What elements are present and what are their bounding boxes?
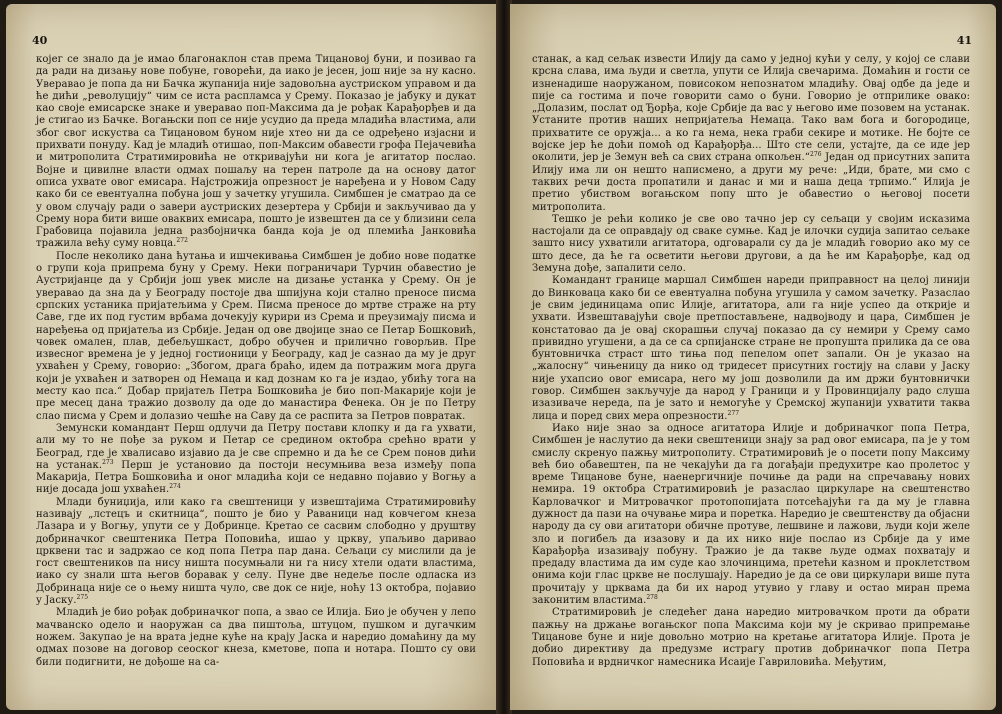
paragraph: станак, а кад сељак извести Илију да само у једној кући у селу, у којој се слави крсна слава, има људи и светла, упути се Илија свечарима. Домаћин и гости се изненадише наоружаном, повисоком непознатом младићу. Овај одбе да једе и пије са гостима и поче говорити само о буни. Говорио је отприлике овако: „Долазим, послат од Ђорђа, које Србије да вас у његово име позовем на устанак. Устаните против наших непријатеља Немаца. Тако вам бога и богородице, прихватите се оружја... а ко га нема, нека граби секире и мотике. Не бојте се војске јер ће доћи помоћ од Карађорђа... Што сте сели, устајте, да се иде јер околити, јер је Земун већ са свих страна опкољен.“$^{276}$ Један од присутних запита Илију има ли он нешто написмено, а други му рече: „Иди, брате, ми смо с таквих речи доста пропатили и данас и ми и наша деца трпимо.“ Илија је претио убиством вогањском попу што је обавестио о његовој посети митрополита. [532, 54, 971, 213]
paragraph: Земунски командант Перш одлучи да Петру постави клопку и да га ухвати, али му то не пође за руком и Петар се средином октобра срећно врати у Београд, где је хвалисаво изјавио да је све спремно и да ће се Срем понов дићи на устанак.$^{273}$ Перш је установио да постоји несумњива веза између попа Макарија, Петра Бошковића и оног младића који се недавно појавио у Вогњу а није досада још ухваћен.$^{274}$ [36, 422, 476, 496]
right-page-text [532, 54, 970, 669]
paragraph: Младић је био рођак добриначког попа, а звао се Илија. Био је обучен у лепо мачванско одело и наоружан са два пиштоља, штуцом, пушком и дугачким ножем. Закупао је на врата једне куће на крају Јаска и наредио домаћину да му одмах позове на договор сеоског кнеза, кметове, попа и нотара. Пошто су ови били подигнити, не дођоше на са- [36, 607, 476, 668]
footnote-ref: 272 [176, 237, 188, 245]
page-number-left: 40 [32, 34, 48, 47]
footnote-ref: 273 [102, 458, 114, 466]
footnote-ref: 278 [646, 594, 658, 602]
paragraph: Командант границе маршал Симбшен нареди приправност на целој линији до Винковаца како би се евентуална побуна угушила у самом зачетку. Разаслао је свим јединицама опис Илије, агитатора, али га није успео да открије и ухвати. Извештавајући своје претпостављене, надвојводу и цара, Симбшен је констатовао да је овај скорашњи случај показао да су немири у Срему само привидно угушени, а да се са српијанске стране не пропушта прилика да се ова бунтовничка страст што тиња под пепелом опет запали. Он је указао на „жалосну“ чињеницу да нико од тридесет присутних гостију на слави у Јаску није ухапсио овог емисара, него му још дозволили да им држи бунтовнички говор. Симбшен закључује да народ у Граници и у Провинцијалу радо слуша изазиваче нереда, па је зато и немогуће у Сремској жупанији ухватити таква лица и поред свих мера опрезности.$^{277}$ [532, 275, 970, 422]
footnote-ref: 276 [810, 151, 822, 159]
paragraph: Млади буниџија, или како га свештеници у извештајима Стратимировићу називају „лстецъ и скитница“, пошто је био у Раваници над ковчегом кнеза Лазара и у Вогњу, упути се у Добринце. Кретао се сасвим слободно у друштву добриначког свештеника Петра Поповића, ишао у цркву, упаљиво даривао црквени тас и задржао се код попа Петра пар дана. Сељаци су мислили да је гост свештеников па нису ништа посумњали ни га нису хтели одати властима, иако су знали шта његов боравак у селу. Пуне две недеље после одласка из Добринаца није се о њему ништа чуло, све док се није, ноћу 13 октобра, појавио у Јаску.$^{275}$ [36, 496, 476, 607]
right-page [510, 4, 996, 710]
left-page [6, 4, 498, 710]
paragraph: Иако није знао за односе агитатора Илије и добриначког попа Петра, Симбшен је наслутио да неки свештеници знају за рад овог емисара, па је у том смислу скренуо пажњу митрополиту. Стратимировић је о посети попу Максиму већ био обавештен, па не чекајући да га догађаји предухитре као пролетос у време Тицанове буне, наенергичније почиње да ради на спречавању нових немира. 19 октобра Стратимировић је разаслао циркуларе на свештенство Карловачког и Митровачког протопопијата потсећајући га да му је главна дужност да пази на очување мира и поретка. Наредио је свештенству да објасни народу да су ови агитатори обичне протуве, лешвине и лажови, људи који желе зло и погибељ да изазову и да их нико није послао из Србије да у име Карађорђа изазивају побуну. Тражио је да такве људе одмах похватају и предаду властима да им суде као злочинцима, претећи казном и проклетством онима који глас цркве не послушају. Наредио је да се ови циркулари више пута прочитају у црквама да би их народ утувио у главу и остао миран према законитим властима.$^{278}$ [532, 422, 970, 607]
footnote-ref: 275 [76, 594, 89, 602]
paragraph: После неколико дана ћутања и ишчекивања Симбшен је добио нове податке о групи која припрема буну у Срему. Неки пограничари Турчин обавестио је Аустријанце да у Србији још увек мисле на дизање устанка у Срему. Он је уверавао да зна да у Београду постоје два шпијуна који стално преносе писма српских устаника пријатељима у Срем. Писма преносе до мртве страже на рту Саве, где их под густим врбама дочекују курири из Срема и преузимају писма и наређења од пријатеља из Србије. Један од ове двојице знао се Петар Бошковић, човек омален, плав, дебељушкаст, добро обучен и прилично говорљив. Пре извесног времена је у једној гостионици у Београду, кад је сазнао да му је друг ухваћен у Срему, говорио: „Збогом, драга браћо, идем да потражим мога друга који је ухваћен и затворен од Немаца и кад дознам ко га је издао, убићу тога на месту као пса.“ Добар пријатељ Петра Бошковића је био поп-Макарије који је пре месец дана тражио дозволу да оде до манастира Фенека. Он је по Петру слао писма у Срем и долазио чешће на Саву да се распита за Петров повратак. [36, 250, 476, 422]
left-page-text [36, 54, 476, 669]
paragraph: којег се знало да је имао благонаклон став према Тицановој буни, и позивао га да ради на дизању нове побуне, говорећи, да иако је јесен, још није за ну касно. Уверавао је попа да ни Бачка жупанија није задовољна аустриском управом и да ће дићи „револуцију“ чим се иста распламса у Срему. Показао је јабуку и дукат као своје емисарске знаке и уверавао поп-Максима да је рођак Карађорђев и да је стигао из Бачке. Вогањски поп се није усудио да преда младића властима, али због свог искуства са Тицановом буном није хтео ни да се одређено изјасни и прихвати понуду. Кад је младић отишао, поп-Максим обавести грофа Пејачевића и митрополита Стратимировића не откривајући ни кога је агитатор послао. Војне и цивилне власти одмах пошаљу на терен патроле да на основу датог описа ухвате овог емисара. Најстрожија опрезност је наређена и у Новом Саду како би се евентуална побуна још у зачетку угушила. Симбшен је сматрао да се у овом случају ради о завери аустриских дезертера у Србији и закључивао да у Срему нора бити више оваквих емисара, пошто је извештен да се у близини села Грабовица појавила једна разбојничка банда која је од племића Јанковића тражила већу суму новца.$^{272}$ [36, 54, 476, 250]
paragraph: Тешко је рећи колико је све ово тачно јер су сељаци у својим исказима настојали да се оправдају од сваке сумње. Кад је илочки судија запитао сељаке зашто нису ухватили агитатора, одговарали су да је младић говорио ако му се што десе, да ће га осветити његови другови, а да ће им Карађорђе, кад од Земуна дође, запалити село. [532, 213, 970, 275]
footnote-ref: 277 [727, 409, 740, 417]
paragraph: Стратимировић је следећег дана наредио митровачком проти да обрати пажњу на држање вогањског попа Максима који му је скривао припремање Тицанове буне и није довољно мотрио на кретање агитатора Илије. Прота је добио директиву да предузме истрагу против добриначког попа Петра Поповића и врдничког намесника Исаије Гавриловића. Међутим, [532, 607, 970, 668]
page-number-right: 41 [956, 34, 972, 47]
footnote-ref: 274 [169, 483, 181, 491]
